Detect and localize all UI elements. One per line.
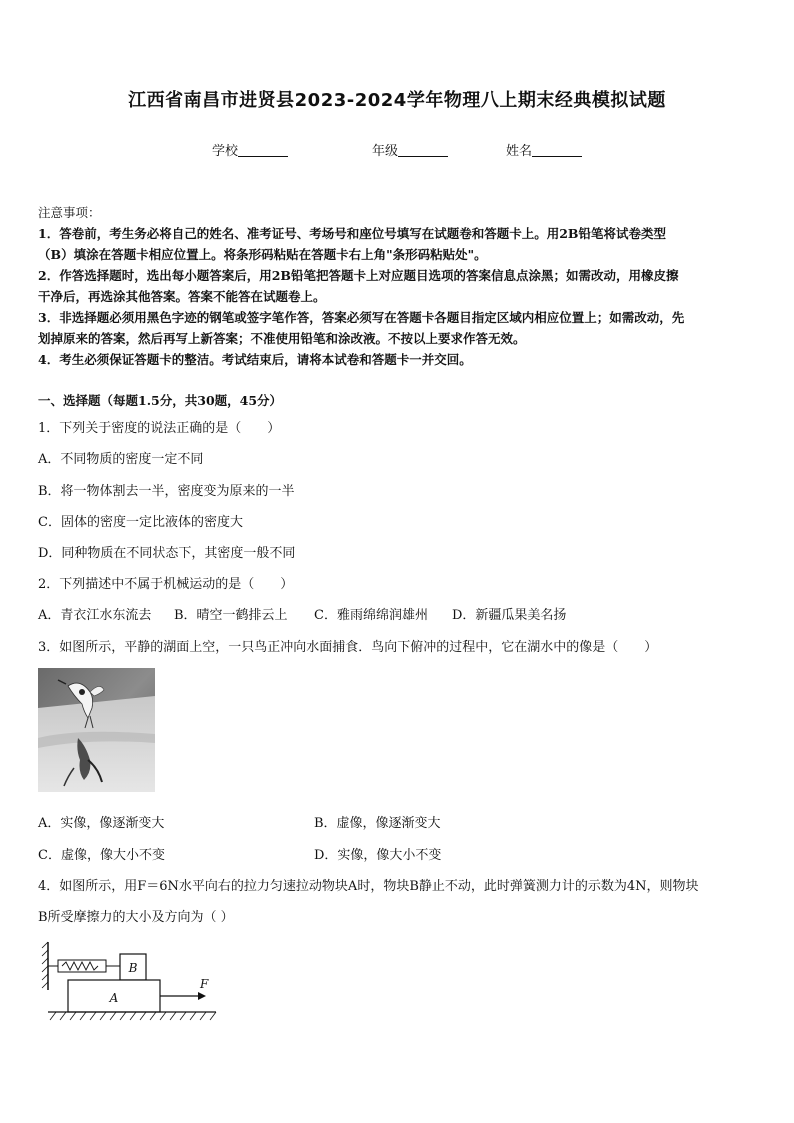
force-f-label: F <box>200 977 209 991</box>
name-blank <box>532 142 582 157</box>
section-heading: 一、选择题（每题1.5分，共30题，45分） <box>38 393 283 408</box>
question-2-option-d: D．新疆瓜果美名扬 <box>452 608 567 623</box>
notice-line: 划掉原来的答案，然后再写上新答案；不准使用铅笔和涂改液。不按以上要求作答无效。 <box>38 331 526 346</box>
question-1-option-c: C．固体的密度一定比液体的密度大 <box>38 515 243 530</box>
question-3-option-c: C．虚像，像大小不变 <box>38 848 165 863</box>
notice-line: 3．非选择题必须用黑色字迹的钢笔或签字笔作答，答案必须写在答题卡各题目指定区域内相应位置上；如需改动，先 <box>38 310 685 325</box>
question-1-option-a: A．不同物质的密度一定不同 <box>38 452 204 467</box>
notice-line: 干净后，再选涂其他答案。答案不能答在试题卷上。 <box>38 289 326 304</box>
question-4-stem-line-2: B所受摩擦力的大小及方向为（ ） <box>38 910 234 925</box>
block-b-label: B <box>128 961 138 975</box>
question-2-option-a: A．青衣江水东流去 <box>38 608 152 623</box>
question-1-stem: 1．下列关于密度的说法正确的是（ ） <box>38 421 281 436</box>
notice-line: 2．作答选择题时，选出每小题答案后，用2B铅笔把答题卡上对应题目选项的答案信息点涂黑；如需改动，用橡皮擦 <box>38 268 679 283</box>
grade-field <box>372 140 448 159</box>
question-2-option-b: B．晴空一鹤排云上 <box>174 608 288 623</box>
spring-scale-blocks-diagram <box>40 940 220 1025</box>
school-blank <box>238 142 288 157</box>
grade-blank <box>398 142 448 157</box>
notice-line: 4．考生必须保证答题卡的整洁。考试结束后，请将本试卷和答题卡一并交回。 <box>38 352 472 367</box>
question-3-option-a: A．实像，像逐渐变大 <box>38 816 165 831</box>
notice-line: （B）填涂在答题卡相应位置上。将条形码粘贴在答题卡右上角"条形码粘贴处"。 <box>38 247 487 262</box>
question-1-option-d: D．同种物质在不同状态下，其密度一般不同 <box>38 546 296 561</box>
question-4-stem-line-1: 4．如图所示，用F＝6N水平向右的拉力匀速拉动物块A时，物块B静止不动，此时弹簧测力计的示数为4N，则物块 <box>38 879 699 894</box>
school-label: 学校 <box>212 144 239 159</box>
page-title: 江西省南昌市进贤县2023-2024学年物理八上期末经典模拟试题 <box>128 90 666 111</box>
name-label: 姓名 <box>506 144 533 159</box>
block-a-label: A <box>109 991 119 1005</box>
question-3-option-d: D．实像，像大小不变 <box>314 848 442 863</box>
question-3-stem: 3．如图所示，平静的湖面上空，一只鸟正冲向水面捕食．鸟向下俯冲的过程中，它在湖水中的像是（ ） <box>38 640 658 655</box>
question-3-option-b: B．虚像，像逐渐变大 <box>314 816 441 831</box>
notice-line: 1．答卷前，考生务必将自己的姓名、准考证号、考场号和座位号填写在试题卷和答题卡上。用2B铅笔将试卷类型 <box>38 226 666 241</box>
question-2-stem: 2．下列描述中不属于机械运动的是（ ） <box>38 577 294 592</box>
bird-over-lake-photo <box>38 668 155 792</box>
school-field <box>212 140 288 159</box>
question-1-option-b: B．将一物体割去一半，密度变为原来的一半 <box>38 484 295 499</box>
grade-label: 年级 <box>372 144 399 159</box>
question-2-option-c: C．雅雨绵绵润雄州 <box>314 608 428 623</box>
notice-heading: 注意事项： <box>38 205 101 220</box>
name-field <box>506 140 582 159</box>
